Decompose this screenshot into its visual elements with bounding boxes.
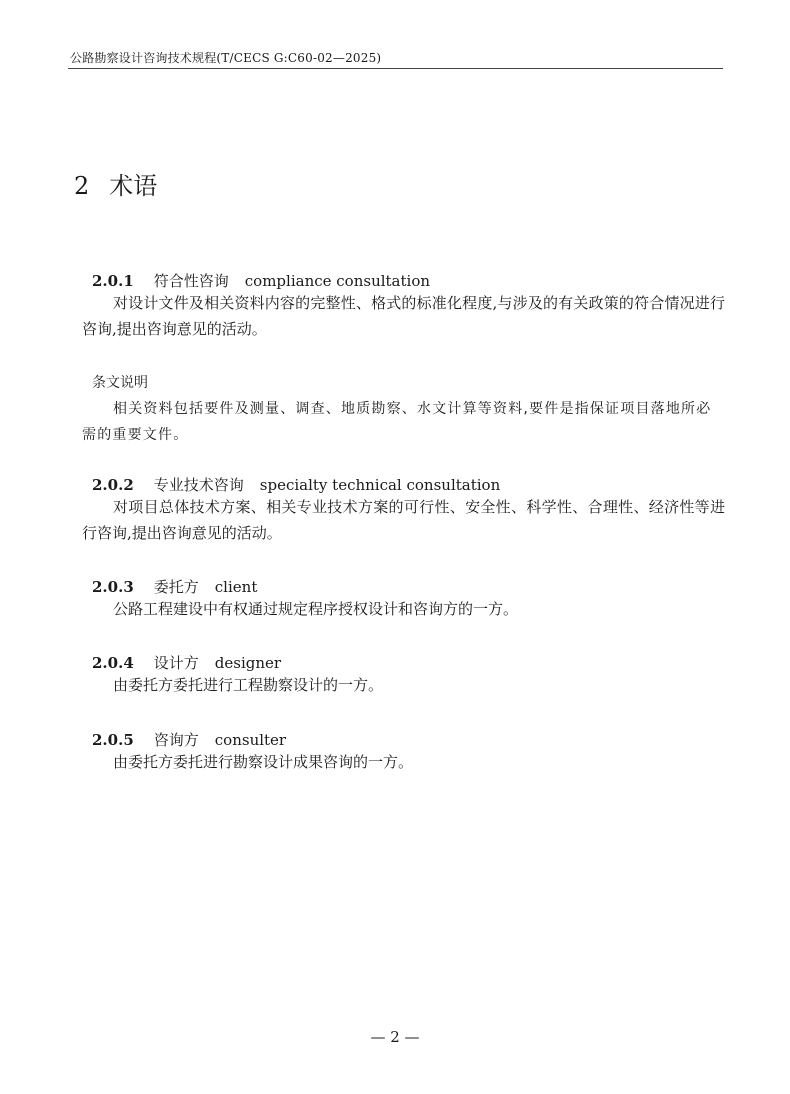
term-definition-2-0-1: 对设计文件及相关资料内容的完整性、格式的标准化程度,与涉及的有关政策的符合情况进行咨询,提出咨询意见的活动。 <box>82 294 725 338</box>
term-definition-2-0-4: 由委托方委托进行工程勘察设计的一方。 <box>113 676 384 694</box>
term-heading-2-0-2 <box>92 474 500 495</box>
term-heading-2-0-1 <box>92 270 430 291</box>
term-name-zh: 设计方 <box>153 654 199 672</box>
term-number: 2.0.4 <box>92 654 134 672</box>
term-heading-2-0-5 <box>92 729 286 750</box>
term-name-zh: 委托方 <box>153 578 199 596</box>
term-definition-2-0-5: 由委托方委托进行勘察设计成果咨询的一方。 <box>113 753 414 771</box>
term-name-en: consulter <box>214 731 287 749</box>
term-name-zh: 符合性咨询 <box>153 272 229 290</box>
term-name-zh: 专业技术咨询 <box>153 476 244 494</box>
term-name-en: compliance consultation <box>244 272 431 290</box>
commentary-title: 条文说明 <box>92 375 148 391</box>
header-divider <box>68 68 723 69</box>
term-number: 2.0.1 <box>92 272 134 290</box>
term-definition-2-0-2: 对项目总体技术方案、相关专业技术方案的可行性、安全性、科学性、合理性、经济性等进行咨询,提出咨询意见的活动。 <box>82 498 725 542</box>
commentary-text: 相关资料包括要件及测量、调查、地质勘察、水文计算等资料,要件是指保证项目落地所必需的重要文件。 <box>82 401 712 443</box>
term-name-en: specialty technical consultation <box>259 476 501 494</box>
chapter-name: 术语 <box>109 172 158 200</box>
page-number: — 2 — <box>370 1028 420 1046</box>
term-name-en: client <box>214 578 258 596</box>
term-name-zh: 咨询方 <box>153 731 199 749</box>
chapter-number: 2 <box>74 172 90 200</box>
term-number: 2.0.5 <box>92 731 134 749</box>
term-heading-2-0-3 <box>92 576 257 597</box>
running-header: 公路勘察设计咨询技术规程(T/CECS G:C60-02—2025) <box>70 51 382 65</box>
term-heading-2-0-4 <box>92 652 281 673</box>
chapter-title <box>74 166 157 201</box>
term-number: 2.0.2 <box>92 476 134 494</box>
term-number: 2.0.3 <box>92 578 134 596</box>
term-name-en: designer <box>214 654 282 672</box>
term-definition-2-0-3: 公路工程建设中有权通过规定程序授权设计和咨询方的一方。 <box>113 600 519 618</box>
